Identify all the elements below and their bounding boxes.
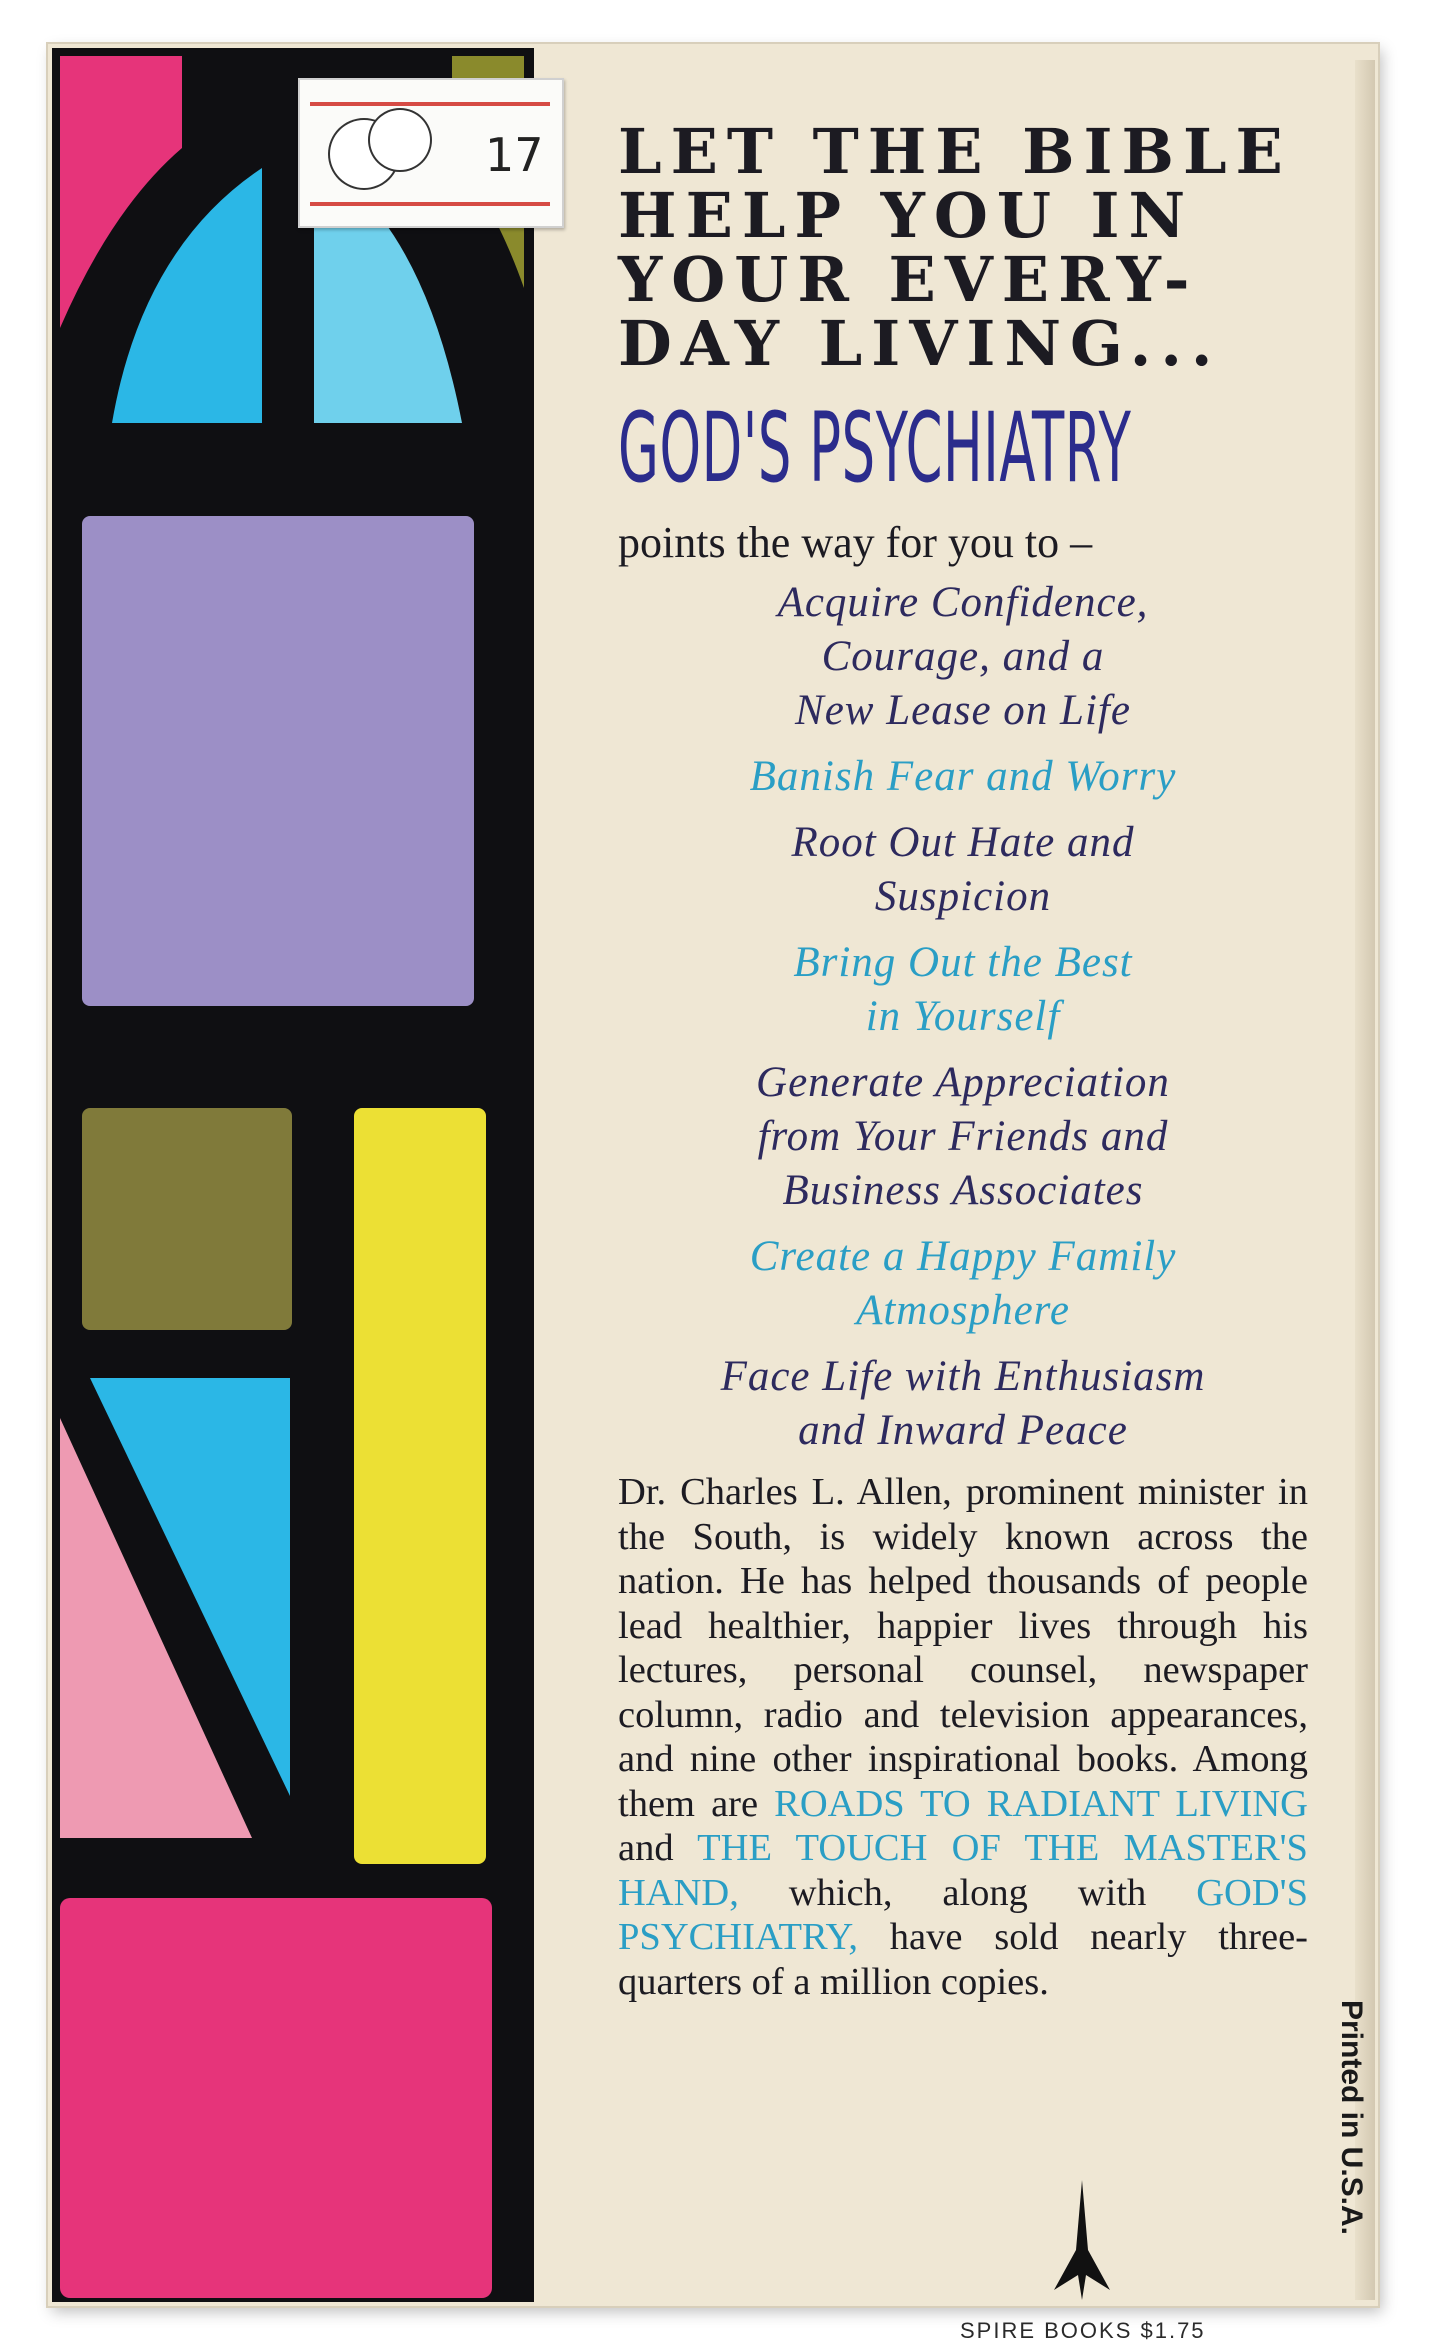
benefit-line: Face Life with Enthusiasm: [720, 1353, 1206, 1400]
sticker-blot: [370, 110, 430, 170]
lead-text: points the way for you to –: [618, 518, 1093, 567]
benefit-item: [618, 1230, 1308, 1338]
back-cover-copy: [618, 115, 1308, 2004]
benefit-line: Banish Fear and Worry: [749, 753, 1177, 800]
benefit-line: Business Associates: [782, 1167, 1144, 1214]
blurb-text: which, along with: [738, 1871, 1197, 1914]
benefit-line: Courage, and a: [821, 633, 1105, 680]
blurb-text: have sold nearly three-quarters of a million copies.: [618, 1916, 1308, 2003]
sticker-number: 17: [485, 128, 544, 182]
benefit-line: New Lease on Life: [795, 687, 1131, 734]
printed-in-usa-imprint: Printed in U.S.A.: [1335, 2000, 1368, 2236]
benefit-line: and Inward Peace: [798, 1407, 1128, 1454]
book-page-edge: [1355, 60, 1375, 2300]
price-sticker: [298, 78, 564, 228]
stained-glass-panel: [52, 48, 534, 2302]
headline-line: HELP YOU IN: [618, 179, 1195, 252]
sticker-red-line: [310, 202, 550, 206]
benefit-item: [618, 936, 1308, 1044]
benefit-item: [618, 1056, 1308, 1218]
benefit-item: [618, 750, 1308, 804]
glass-pane-lavender: [82, 516, 474, 1006]
benefit-item: [618, 1350, 1308, 1458]
book-title-reference: GOD'S PSYCHIATRY,: [618, 1871, 1308, 1958]
benefit-line: Create a Happy Family: [749, 1233, 1177, 1280]
glass-pane-magenta-bottom: [60, 1898, 492, 2298]
glass-pane-olive: [82, 1108, 292, 1330]
benefit-line: Root Out Hate and: [791, 819, 1135, 866]
book-title-reference: ROADS TO RADIANT LIVING: [774, 1782, 1308, 1825]
benefit-line: in Yourself: [865, 993, 1061, 1040]
benefit-line: Generate Appreciation: [756, 1059, 1170, 1106]
benefit-line: from Your Friends and: [757, 1113, 1169, 1160]
glass-pane-yellow: [354, 1108, 486, 1864]
benefit-line: Suspicion: [874, 873, 1052, 920]
author-blurb: [618, 1470, 1308, 2004]
benefit-line: Acquire Confidence,: [777, 579, 1149, 626]
benefit-item: [618, 816, 1308, 924]
sticker-red-line: [310, 102, 550, 106]
headline-line: DAY LIVING...: [618, 307, 1222, 380]
headline-line: LET THE BIBLE: [618, 115, 1292, 188]
benefit-line: Bring Out the Best: [793, 939, 1133, 986]
publisher-price-line: SPIRE BOOKS $1.75: [960, 2318, 1206, 2343]
book-title-reference: THE TOUCH OF THE MASTER'S HAND,: [618, 1827, 1308, 1914]
spire-books-logo-icon: [1052, 2180, 1112, 2300]
blurb-text: Dr. Charles L. Allen, prominent minister in the South, is widely known across the nation. He has helped thousands of people lead healthier, happier lives through his lectures, personal counsel, newspaper column, radio and television appearances, and nine other inspirational books. Among them are: [618, 1471, 1308, 1825]
benefit-item: [618, 576, 1308, 738]
benefit-line: Atmosphere: [856, 1287, 1070, 1334]
stained-glass-illustration: [52, 48, 534, 2302]
book-title: GOD'S PSYCHIATRY: [618, 392, 1132, 504]
headline-line: YOUR EVERY-: [618, 243, 1199, 316]
blurb-text: and: [618, 1827, 698, 1869]
